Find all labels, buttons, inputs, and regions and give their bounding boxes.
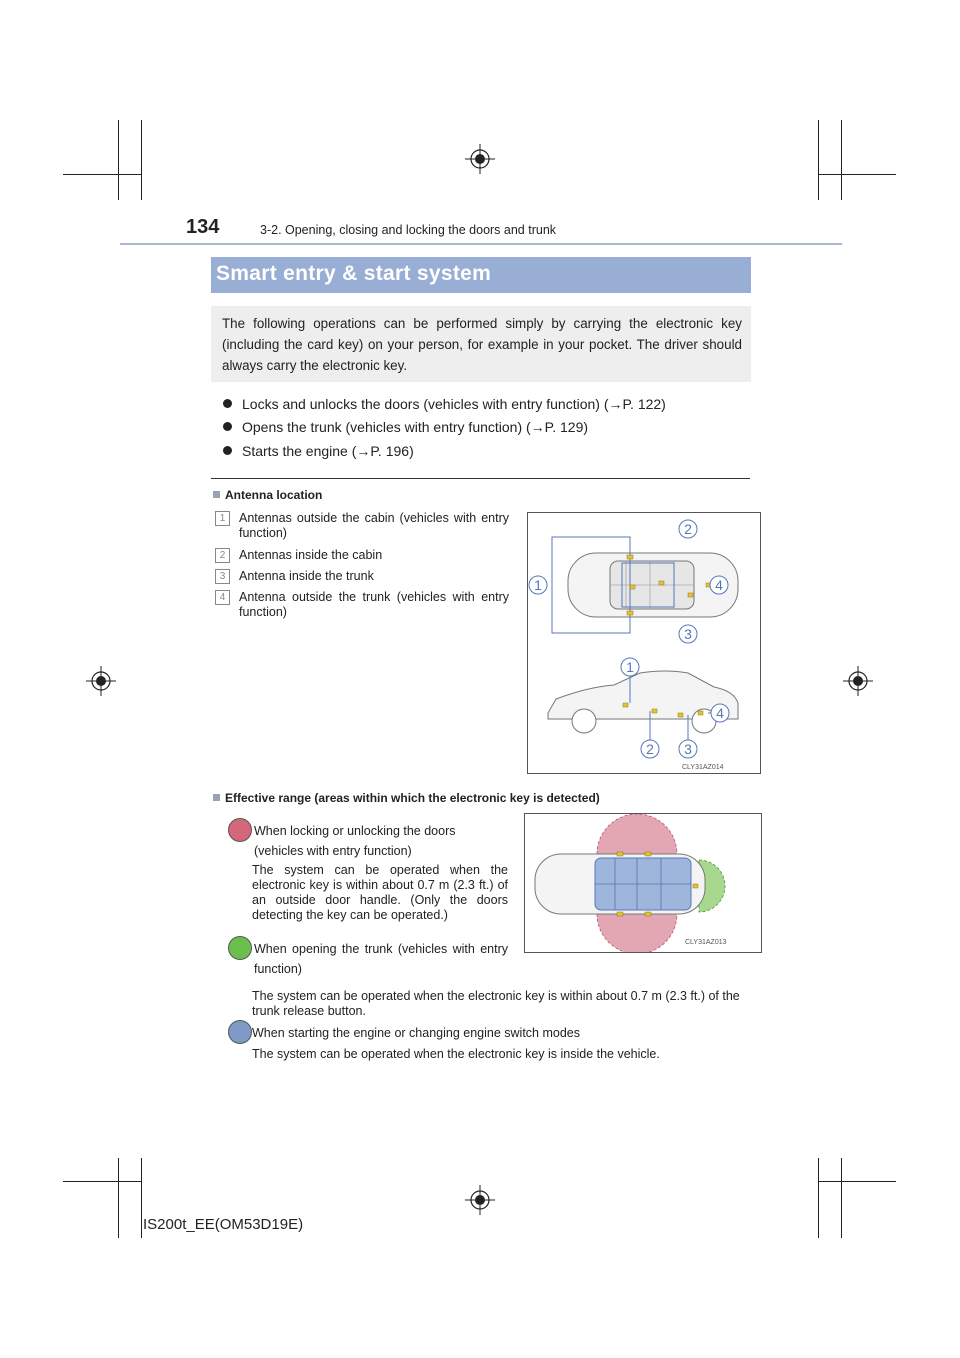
crop-mark — [141, 120, 142, 200]
intro-text: The following operations can be performed simply by carrying the electronic key (including the card key) on your person, for example in your pocket. The driver should always carry the electronic key. — [222, 316, 742, 373]
antenna-item: 2 Antennas inside the cabin — [215, 548, 509, 563]
square-bullet-icon — [213, 794, 220, 801]
red-range-swatch — [228, 818, 252, 842]
crop-mark — [118, 120, 119, 200]
bullet-icon — [223, 399, 232, 408]
crop-mark — [63, 1181, 141, 1182]
callout-3: 3 — [684, 626, 692, 642]
callout-3: 3 — [684, 741, 692, 757]
crop-mark — [841, 1158, 842, 1238]
blue-range-swatch — [228, 1020, 252, 1044]
range-item-title: When starting the engine or changing engine switch modes — [252, 1026, 580, 1040]
bullet-icon — [223, 446, 232, 455]
range-item-text: The system can be operated when the electronic key is within about 0.7 m (2.3 ft.) of an outside door handle. (Only the doors detecting the key can be operated.) — [252, 863, 508, 922]
registration-mark-icon — [465, 1185, 495, 1215]
callout-2: 2 — [684, 521, 692, 537]
range-item-title: When opening the trunk (vehicles with entry function) — [254, 942, 508, 976]
list-item: Locks and unlocks the doors (vehicles with entry function) (→P. 122) — [223, 396, 666, 412]
registration-mark-icon — [86, 666, 116, 696]
antenna-item: 4 Antenna outside the trunk (vehicles with entry function) — [215, 590, 509, 620]
effective-range-figure — [524, 813, 762, 953]
antenna-location-figure — [527, 512, 761, 774]
car-antenna-illustration — [528, 513, 760, 773]
crop-mark — [63, 174, 141, 175]
callout-4: 4 — [715, 577, 723, 593]
square-bullet-icon — [213, 491, 220, 498]
page-number: 134 — [186, 216, 220, 238]
callout-1: 1 — [534, 577, 542, 593]
crop-mark — [818, 174, 896, 175]
list-item: Starts the engine (→P. 196) — [223, 443, 414, 459]
chapter-title: 3-2. Opening, closing and locking the doors and trunk — [260, 223, 557, 237]
antenna-item: 3 Antenna inside the trunk — [215, 569, 509, 584]
crop-mark — [818, 1181, 896, 1182]
section-title: Smart entry & start system — [216, 262, 492, 285]
crop-mark — [141, 1158, 142, 1238]
callout-1: 1 — [626, 659, 634, 675]
range-item-text: The system can be operated when the electronic key is inside the vehicle. — [252, 1047, 660, 1061]
footer-model-code: IS200t_EE(OM53D19E) — [143, 1216, 304, 1233]
callout-2: 2 — [646, 741, 654, 757]
list-item: Opens the trunk (vehicles with entry function) (→P. 129) — [223, 419, 588, 435]
divider — [211, 478, 750, 479]
figure-code: CLY31AZ013 — [685, 939, 727, 946]
registration-mark-icon — [465, 144, 495, 174]
range-item-text: The system can be operated when the electronic key is within about 0.7 m (2.3 ft.) of the trunk release button. — [252, 989, 740, 1018]
figure-code: CLY31AZ014 — [682, 764, 724, 771]
range-heading: Effective range (areas within which the electronic key is detected) — [213, 791, 600, 805]
registration-mark-icon — [843, 666, 873, 696]
green-range-swatch — [228, 936, 252, 960]
crop-mark — [818, 120, 819, 200]
crop-mark — [818, 1158, 819, 1238]
car-range-illustration — [525, 814, 761, 952]
callout-4: 4 — [716, 705, 724, 721]
range-item-title: When locking or unlocking the doors (vehicles with entry function) — [254, 824, 456, 858]
header-divider — [120, 243, 842, 245]
crop-mark — [118, 1158, 119, 1238]
antenna-item: 1 Antennas outside the cabin (vehicles with entry function) — [215, 511, 509, 541]
crop-mark — [841, 120, 842, 200]
antenna-heading: Antenna location — [213, 488, 322, 502]
bullet-icon — [223, 422, 232, 431]
